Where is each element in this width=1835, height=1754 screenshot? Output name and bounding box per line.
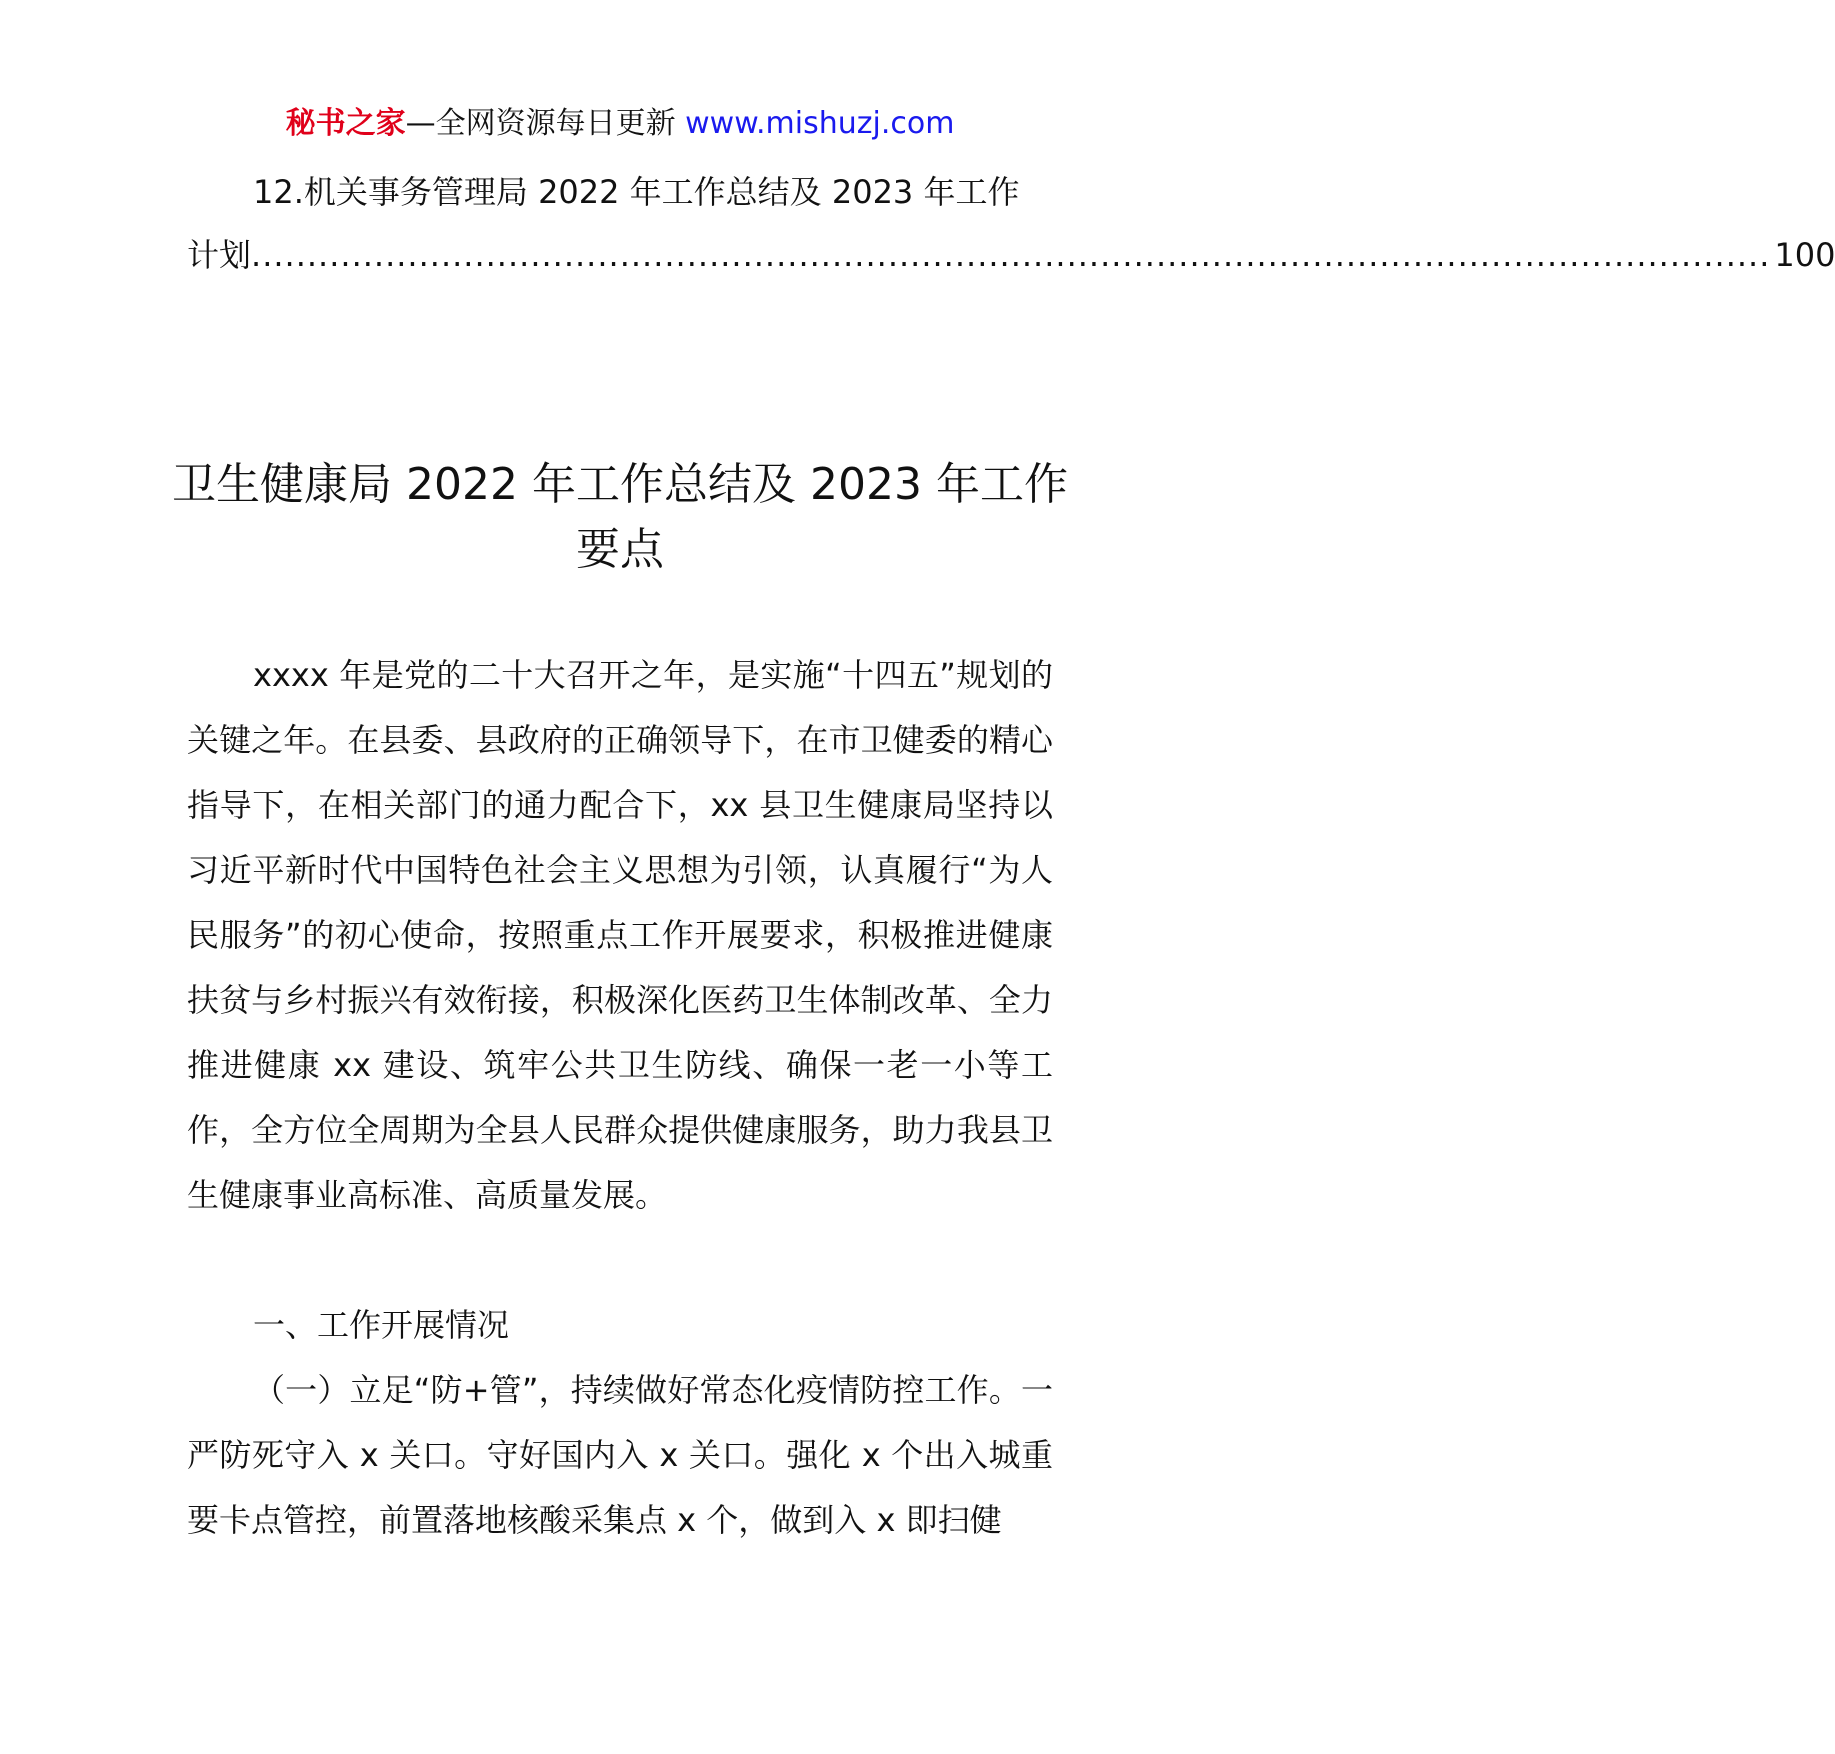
toc-entry-title: 12.机关事务管理局 2022 年工作总结及 2023 年工作 <box>253 173 1020 211</box>
brand-name: 秘书之家 <box>285 106 406 141</box>
section-heading: 一、工作开展情况 <box>253 1306 510 1344</box>
site-link[interactable]: www.mishuzj.com <box>685 106 955 141</box>
intro-paragraph: xxxx 年是党的二十大召开之年，是实施“十四五”规划的关键之年。在县委、县政府的正确领导下，在市卫健委的精心指导下，在相关部门的通力配合下，xx 县卫生健康局坚持以习近平新时代中国特色社会主义思想为引领，认真履行“为人民服务”的初心使命，按照重点工作开展要求，积极推进健康扶贫与乡村振兴有效衔接，积极深化医药卫生体制改革、全力推进健康 xx 建设、筑牢公共卫生防线、确保一老一小等工作，全方位全周期为全县人民群众提供健康服务，助力我县卫生健康事业高标准、高质量发展。 <box>187 656 1053 1214</box>
toc-dot-leader: ........................................................................................................................................ <box>251 236 1771 274</box>
toc-entry-title-end: 计划 <box>187 236 252 274</box>
toc-entry-continuation <box>187 233 1835 277</box>
section-paragraph: （一）立足“防+管”，持续做好常态化疫情防控工作。一严防死守入 x 关口。守好国内入 x 关口。强化 x 个出入城重要卡点管控，前置落地核酸采集点 x 个，做到入 x 即扫健 <box>187 1371 1053 1539</box>
site-header <box>0 104 1240 144</box>
toc-page-number: 100 <box>1774 236 1835 274</box>
document-title: 卫生健康局 2022 年工作总结及 2023 年工作要点 <box>172 459 1068 575</box>
header-tagline: —全网资源每日更新 <box>405 106 676 141</box>
